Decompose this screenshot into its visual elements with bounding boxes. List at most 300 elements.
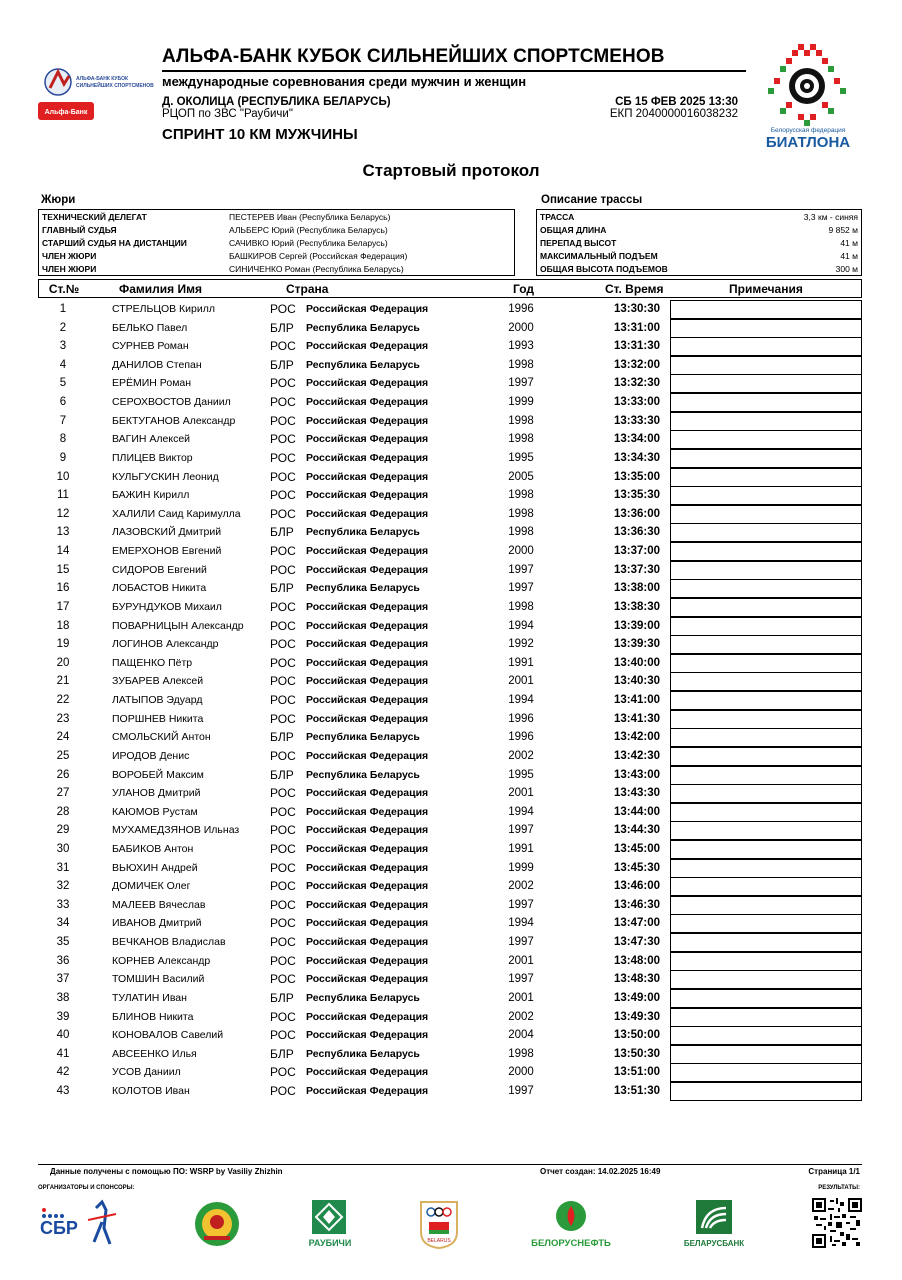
country-code: РОС xyxy=(270,618,296,633)
start-number: 30 xyxy=(56,842,70,855)
country-name: Российская Федерация xyxy=(306,489,429,502)
course-row xyxy=(537,237,861,249)
notes-cell xyxy=(670,654,862,673)
start-time: 13:44:30 xyxy=(613,824,660,837)
jury-row xyxy=(39,263,514,275)
course-label: ОБЩАЯ ДЛИНА xyxy=(540,225,607,235)
notes-cell xyxy=(670,468,862,487)
start-time: 13:50:30 xyxy=(613,1047,660,1060)
table-row xyxy=(0,393,902,412)
header-notes: Примечания xyxy=(729,282,803,296)
start-number: 15 xyxy=(56,563,70,576)
start-time: 13:35:00 xyxy=(613,470,660,483)
country-code: БЛР xyxy=(270,320,294,335)
notes-cell xyxy=(670,598,862,617)
table-row xyxy=(0,319,902,338)
country-name: Российская Федерация xyxy=(306,917,429,930)
start-number: 7 xyxy=(59,414,67,427)
start-time: 13:32:00 xyxy=(613,358,660,371)
start-time: 13:42:30 xyxy=(613,749,660,762)
table-row xyxy=(0,710,902,729)
birth-year: 1998 xyxy=(508,489,534,502)
course-row xyxy=(537,224,861,236)
country-code: РОС xyxy=(270,674,296,689)
table-row xyxy=(0,933,902,952)
title-rule xyxy=(162,70,746,72)
jury-row xyxy=(39,250,514,262)
country-name: Российская Федерация xyxy=(306,1010,429,1023)
athlete-name: ТОМШИН Василий xyxy=(112,973,205,986)
country-name: Российская Федерация xyxy=(306,880,429,893)
country-code: РОС xyxy=(270,488,296,503)
start-time: 13:47:00 xyxy=(613,917,660,930)
table-row xyxy=(0,654,902,673)
athlete-name: ЛАЗОВСКИЙ Дмитрий xyxy=(112,526,222,539)
svg-text:СБР: СБР xyxy=(40,1218,78,1238)
athlete-name: СИДОРОВ Евгений xyxy=(112,563,207,576)
table-row xyxy=(0,505,902,524)
country-code: РОС xyxy=(270,1084,296,1099)
birth-year: 1995 xyxy=(508,451,534,464)
country-name: Российская Федерация xyxy=(306,451,429,464)
birth-year: 2004 xyxy=(508,1029,534,1042)
table-row xyxy=(0,821,902,840)
table-row xyxy=(0,672,902,691)
country-name: Российская Федерация xyxy=(306,694,429,707)
country-name: Республика Беларусь xyxy=(306,358,420,371)
jury-name: САЧИВКО Юрий (Республика Беларусь) xyxy=(229,238,388,248)
venue-sub: РЦОП по ЗВС "Раубичи" xyxy=(162,108,293,120)
athlete-name: ИВАНОВ Дмитрий xyxy=(112,917,202,930)
country-code: РОС xyxy=(270,544,296,559)
country-name: Российская Федерация xyxy=(306,1029,429,1042)
table-row xyxy=(0,468,902,487)
header-start-number: Ст.№ xyxy=(48,282,80,296)
athlete-name: АВСЕЕНКО Илья xyxy=(112,1047,197,1060)
country-name: Российская Федерация xyxy=(306,656,429,669)
course-label: ТРАССА xyxy=(540,212,575,222)
belorusneft-logo xyxy=(526,1198,616,1250)
notes-cell xyxy=(670,784,862,803)
course-label: МАКСИМАЛЬНЫЙ ПОДЪЕМ xyxy=(540,251,658,261)
table-row xyxy=(0,970,902,989)
start-time: 13:33:30 xyxy=(613,414,660,427)
raubichi-logo xyxy=(304,1198,356,1250)
start-number: 26 xyxy=(56,768,70,781)
table-row xyxy=(0,579,902,598)
country-name: Российская Федерация xyxy=(306,470,429,483)
start-number: 14 xyxy=(56,545,70,558)
alfa-cup-logo xyxy=(36,62,156,128)
birth-year: 1997 xyxy=(508,824,534,837)
country-code: РОС xyxy=(270,841,296,856)
athlete-name: ЕРЁМИН Роман xyxy=(112,377,192,390)
course-box xyxy=(536,209,862,276)
country-name: Республика Беларусь xyxy=(306,768,420,781)
jury-role: ЧЛЕН ЖЮРИ xyxy=(42,251,97,261)
notes-cell xyxy=(670,766,862,785)
country-name: Российская Федерация xyxy=(306,1085,429,1098)
start-number: 25 xyxy=(56,749,70,762)
athlete-name: ВАГИН Алексей xyxy=(112,433,191,446)
country-code: РОС xyxy=(270,897,296,912)
course-row xyxy=(537,263,861,275)
notes-cell xyxy=(670,1045,862,1064)
country-name: Российская Федерация xyxy=(306,340,429,353)
notes-cell xyxy=(670,523,862,542)
start-time: 13:41:30 xyxy=(613,712,660,725)
country-name: Российская Федерация xyxy=(306,936,429,949)
country-name: Российская Федерация xyxy=(306,805,429,818)
start-time: 13:45:00 xyxy=(613,842,660,855)
start-time: 13:34:30 xyxy=(613,451,660,464)
svg-text:Альфа-Банк: Альфа-Банк xyxy=(44,109,88,116)
birth-year: 1997 xyxy=(508,563,534,576)
table-row xyxy=(0,784,902,803)
athlete-name: ЕМЕРХОНОВ Евгений xyxy=(112,545,222,558)
noc-belarus-logo xyxy=(415,1198,463,1250)
sbr-logo xyxy=(38,1198,120,1250)
jury-role: СТАРШИЙ СУДЬЯ НА ДИСТАНЦИИ xyxy=(42,238,187,248)
athlete-name: СУРНЕВ Роман xyxy=(112,340,189,353)
start-number: 33 xyxy=(56,898,70,911)
notes-cell xyxy=(670,952,862,971)
table-row xyxy=(0,1063,902,1082)
table-row xyxy=(0,1082,902,1101)
athlete-name: КОРНЕВ Александр xyxy=(112,954,211,967)
country-code: РОС xyxy=(270,413,296,428)
start-time: 13:36:30 xyxy=(613,526,660,539)
start-time: 13:48:00 xyxy=(613,954,660,967)
birth-year: 1994 xyxy=(508,917,534,930)
start-time: 13:51:30 xyxy=(613,1085,660,1098)
birth-year: 1997 xyxy=(508,1085,534,1098)
athlete-name: ВЕЧКАНОВ Владислав xyxy=(112,936,226,949)
start-number: 11 xyxy=(57,489,69,502)
start-time: 13:31:00 xyxy=(613,321,660,334)
start-number: 31 xyxy=(56,861,70,874)
table-row xyxy=(0,337,902,356)
country-code: БЛР xyxy=(270,357,294,372)
country-code: БЛР xyxy=(270,990,294,1005)
athlete-name: ДОМИЧЕК Олег xyxy=(112,880,191,893)
athlete-name: ПОРШНЕВ Никита xyxy=(112,712,204,725)
country-code: БЛР xyxy=(270,1046,294,1061)
start-number: 2 xyxy=(59,321,67,334)
results-qr-code[interactable] xyxy=(812,1198,862,1250)
start-number: 3 xyxy=(59,340,67,353)
start-time: 13:38:30 xyxy=(613,600,660,613)
jury-box xyxy=(38,209,515,276)
event-date: СБ 15 ФЕВ 2025 13:30 xyxy=(615,96,738,108)
start-time: 13:35:30 xyxy=(613,489,660,502)
country-code: РОС xyxy=(270,450,296,465)
table-row xyxy=(0,877,902,896)
country-name: Российская Федерация xyxy=(306,824,429,837)
notes-cell xyxy=(670,728,862,747)
notes-cell xyxy=(670,319,862,338)
footer-created: Отчет создан: 14.02.2025 16:49 xyxy=(540,1167,661,1176)
svg-text:BELARUS: BELARUS xyxy=(427,1238,451,1244)
start-number: 12 xyxy=(56,507,70,520)
birth-year: 1991 xyxy=(508,656,534,669)
country-code: РОС xyxy=(270,599,296,614)
birth-year: 2002 xyxy=(508,1010,534,1023)
jury-row xyxy=(39,211,514,223)
country-code: РОС xyxy=(270,339,296,354)
jury-role: ТЕХНИЧЕСКИЙ ДЕЛЕГАТ xyxy=(42,212,147,222)
country-code: РОС xyxy=(270,879,296,894)
start-time: 13:46:00 xyxy=(613,880,660,893)
notes-cell xyxy=(670,710,862,729)
athlete-name: СТРЕЛЬЦОВ Кирилл xyxy=(112,303,216,315)
jury-role: ЧЛЕН ЖЮРИ xyxy=(42,264,97,274)
start-time: 13:49:30 xyxy=(613,1010,660,1023)
start-number: 4 xyxy=(59,358,67,371)
notes-cell xyxy=(670,617,862,636)
table-row xyxy=(0,747,902,766)
notes-cell xyxy=(670,672,862,691)
notes-cell xyxy=(670,579,862,598)
athlete-name: ИРОДОВ Денис xyxy=(112,749,190,762)
start-time: 13:39:00 xyxy=(613,619,660,632)
country-code: РОС xyxy=(270,655,296,670)
start-number: 6 xyxy=(59,396,67,409)
start-time: 13:49:00 xyxy=(613,991,660,1004)
event-series-title: АЛЬФА-БАНК КУБОК СИЛЬНЕЙШИХ СПОРТСМЕНОВ xyxy=(162,46,665,67)
country-name: Республика Беларусь xyxy=(306,582,420,595)
birth-year: 1998 xyxy=(508,358,534,371)
country-code: РОС xyxy=(270,1065,296,1080)
country-name: Российская Федерация xyxy=(306,675,429,688)
athlete-name: БУРУНДУКОВ Михаил xyxy=(112,600,222,613)
birth-year: 1998 xyxy=(508,600,534,613)
birth-year: 2002 xyxy=(508,749,534,762)
start-time: 13:44:00 xyxy=(613,805,660,818)
jury-name: АЛЬБЕРС Юрий (Республика Беларусь) xyxy=(229,225,388,235)
country-name: Республика Беларусь xyxy=(306,991,420,1004)
country-name: Российская Федерация xyxy=(306,898,429,911)
footer-source: Данные получены с помощью ПО: WSRP by Vasiliy Zhizhin xyxy=(50,1167,283,1176)
birth-year: 2001 xyxy=(508,787,534,800)
course-value: 9 852 м xyxy=(828,225,858,235)
country-name: Российская Федерация xyxy=(306,787,429,800)
course-label: ПЕРЕПАД ВЫСОТ xyxy=(540,238,617,248)
country-name: Российская Федерация xyxy=(306,303,429,315)
birth-year: 1995 xyxy=(508,768,534,781)
athlete-name: ЛАТЫПОВ Эдуард xyxy=(112,694,203,707)
race-name: СПРИНТ 10 КМ МУЖЧИНЫ xyxy=(162,126,358,143)
notes-cell xyxy=(670,1082,862,1101)
birth-year: 1998 xyxy=(508,1047,534,1060)
country-code: РОС xyxy=(270,395,296,410)
country-code: РОС xyxy=(270,432,296,447)
footer-organizers-label: ОРГАНИЗАТОРЫ И СПОНСОРЫ: xyxy=(38,1185,135,1191)
start-number: 10 xyxy=(56,470,70,483)
table-row xyxy=(0,728,902,747)
jury-name: БАШКИРОВ Сергей (Российская Федерация) xyxy=(229,251,408,261)
notes-cell xyxy=(670,970,862,989)
start-number: 42 xyxy=(56,1066,70,1079)
course-label: ОБЩАЯ ВЫСОТА ПОДЪЕМОВ xyxy=(540,264,668,274)
start-number: 9 xyxy=(59,451,67,464)
table-row xyxy=(0,486,902,505)
start-number: 16 xyxy=(56,582,70,595)
notes-cell xyxy=(670,337,862,356)
country-name: Российская Федерация xyxy=(306,396,429,409)
start-number: 39 xyxy=(56,1010,70,1023)
country-name: Российская Федерация xyxy=(306,619,429,632)
course-value: 3,3 км - синяя xyxy=(803,212,858,222)
country-code: РОС xyxy=(270,637,296,652)
notes-cell xyxy=(670,933,862,952)
start-time: 13:30:30 xyxy=(613,303,660,315)
course-value: 41 м xyxy=(840,251,858,261)
header-start-time: Ст. Время xyxy=(605,282,664,296)
athlete-name: КОЛОТОВ Иван xyxy=(112,1085,190,1098)
birth-year: 1997 xyxy=(508,973,534,986)
country-code: БЛР xyxy=(270,525,294,540)
start-time: 13:46:30 xyxy=(613,898,660,911)
start-number: 8 xyxy=(59,433,67,446)
notes-cell xyxy=(670,356,862,375)
birth-year: 2000 xyxy=(508,545,534,558)
start-number: 24 xyxy=(56,731,70,744)
start-number: 17 xyxy=(56,600,70,613)
start-time: 13:31:30 xyxy=(613,340,660,353)
notes-cell xyxy=(670,1026,862,1045)
birth-year: 1997 xyxy=(508,898,534,911)
table-row xyxy=(0,542,902,561)
country-code: РОС xyxy=(270,1009,296,1024)
birth-year: 2002 xyxy=(508,880,534,893)
country-code: РОС xyxy=(270,748,296,763)
birth-year: 1998 xyxy=(508,414,534,427)
notes-cell xyxy=(670,542,862,561)
document-title: Стартовый протокол xyxy=(362,161,540,180)
country-name: Республика Беларусь xyxy=(306,1047,420,1060)
table-row xyxy=(0,300,902,319)
table-row xyxy=(0,989,902,1008)
table-header xyxy=(38,279,862,298)
birth-year: 1997 xyxy=(508,936,534,949)
athlete-name: ХАЛИЛИ Саид Каримулла xyxy=(112,507,241,520)
athlete-name: КАЮМОВ Рустам xyxy=(112,805,198,818)
event-subtitle: международные соревнования среди мужчин и женщин xyxy=(162,74,527,89)
athlete-name: СМОЛЬСКИЙ Антон xyxy=(112,731,211,744)
country-code: РОС xyxy=(270,376,296,391)
header-year: Год xyxy=(513,282,534,296)
birth-year: 2000 xyxy=(508,1066,534,1079)
athlete-name: ВЬЮХИН Андрей xyxy=(112,861,198,874)
athlete-name: ЛОБАСТОВ Никита xyxy=(112,582,207,595)
birth-year: 1992 xyxy=(508,638,534,651)
notes-cell xyxy=(670,989,862,1008)
country-name: Республика Беларусь xyxy=(306,526,420,539)
start-number: 22 xyxy=(56,694,70,707)
start-time: 13:33:00 xyxy=(613,396,660,409)
birth-year: 1994 xyxy=(508,619,534,632)
notes-cell xyxy=(670,821,862,840)
country-code: РОС xyxy=(270,786,296,801)
country-code: РОС xyxy=(270,860,296,875)
country-name: Российская Федерация xyxy=(306,433,429,446)
country-code: РОС xyxy=(270,804,296,819)
notes-cell xyxy=(670,561,862,580)
notes-cell xyxy=(670,430,862,449)
notes-cell xyxy=(670,1063,862,1082)
country-code: РОС xyxy=(270,711,296,726)
country-code: РОС xyxy=(270,1028,296,1043)
jury-name: СИНИЧЕНКО Роман (Республика Беларусь) xyxy=(229,264,404,274)
country-name: Российская Федерация xyxy=(306,638,429,651)
birth-year: 2005 xyxy=(508,470,534,483)
start-time: 13:41:00 xyxy=(613,694,660,707)
jury-title: Жюри xyxy=(41,194,76,206)
start-number: 19 xyxy=(56,638,70,651)
svg-text:БЕЛОРУСНЕФТЬ: БЕЛОРУСНЕФТЬ xyxy=(531,1238,611,1249)
country-name: Российская Федерация xyxy=(306,377,429,390)
notes-cell xyxy=(670,374,862,393)
start-number: 29 xyxy=(56,824,70,837)
start-number: 13 xyxy=(56,526,70,539)
jury-role: ГЛАВНЫЙ СУДЬЯ xyxy=(42,225,117,235)
start-number: 38 xyxy=(56,991,70,1004)
country-name: Российская Федерация xyxy=(306,600,429,613)
country-name: Российская Федерация xyxy=(306,749,429,762)
birth-year: 2000 xyxy=(508,321,534,334)
country-code: РОС xyxy=(270,469,296,484)
start-number: 27 xyxy=(56,787,70,800)
table-row xyxy=(0,766,902,785)
start-number: 32 xyxy=(56,880,70,893)
athlete-name: ВОРОБЕЙ Максим xyxy=(112,768,204,781)
birth-year: 1998 xyxy=(508,507,534,520)
venue: Д. ОКОЛИЦА (РЕСПУБЛИКА БЕЛАРУСЬ) xyxy=(162,96,391,108)
birth-year: 1999 xyxy=(508,396,534,409)
birth-year: 1991 xyxy=(508,842,534,855)
table-row xyxy=(0,430,902,449)
course-value: 41 м xyxy=(840,238,858,248)
belarus-emblem xyxy=(192,1198,242,1250)
start-time: 13:45:30 xyxy=(613,861,660,874)
start-time: 13:48:30 xyxy=(613,973,660,986)
start-number: 18 xyxy=(56,619,70,632)
notes-cell xyxy=(670,859,862,878)
course-row xyxy=(537,211,861,223)
notes-cell xyxy=(670,412,862,431)
table-row xyxy=(0,1008,902,1027)
birth-year: 1998 xyxy=(508,526,534,539)
athlete-name: СЕРОХВОСТОВ Даниил xyxy=(112,396,231,409)
start-time: 13:36:00 xyxy=(613,507,660,520)
athlete-name: ПОВАРНИЦЫН Александр xyxy=(112,619,244,632)
athlete-name: ПАЩЕНКО Пётр xyxy=(112,656,193,669)
birth-year: 1993 xyxy=(508,340,534,353)
country-name: Республика Беларусь xyxy=(306,731,420,744)
jury-row xyxy=(39,224,514,236)
biathlon-federation-logo xyxy=(760,44,856,152)
country-name: Российская Федерация xyxy=(306,1066,429,1079)
birth-year: 1994 xyxy=(508,805,534,818)
country-code: РОС xyxy=(270,693,296,708)
start-time: 13:42:00 xyxy=(613,731,660,744)
table-row xyxy=(0,412,902,431)
notes-cell xyxy=(670,449,862,468)
athlete-name: УСОВ Даниил xyxy=(112,1066,181,1079)
birth-year: 1997 xyxy=(508,582,534,595)
table-row xyxy=(0,598,902,617)
